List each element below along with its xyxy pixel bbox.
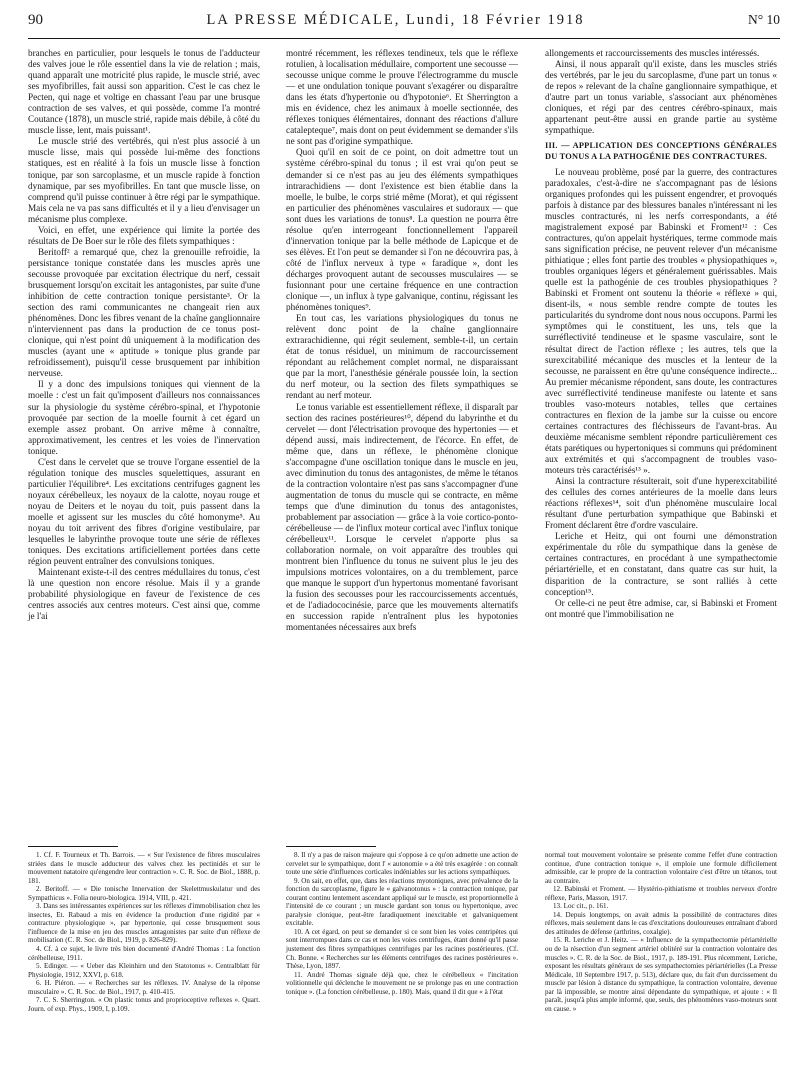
- footnotes-column-1: [28, 851, 260, 1013]
- footnote-rule: [28, 846, 118, 847]
- footnote: 5. Edinger. — « Ueber das Kleinhirn und den Statotonus ». Centralblatt für Physiologie, 1912, XXVI, p. 618.: [28, 962, 260, 979]
- footnote: 8. Il n'y a pas de raison majeure qui s'oppose à ce qu'on admette une action de cervelet sur le sympathique, dont l' « autonomie » a été très exagérée : on connaît toute une série d'influences corticales indéniables sur les actions sympathiques.: [286, 851, 518, 877]
- footnote: 9. On sait, en effet, que, dans les réactions myotoniques, avec prévalence de la fonction du sarcoplasme, figure le « galvanotonus » : la contraction tonique, par courant continu lentement ascendant appliqué sur le muscle, est proportionnelle à l'intensité de ce courant ; un muscle gardant son tonus ou hypertonique, avec paralysie clonique, peut-être faradiquement inexcitable et galvaniquement excitable.: [286, 876, 518, 928]
- footnote: 6. H. Piéron. — « Recherches sur les réflexes. IV. Analyse de la réponse musculaire ». C. R. Soc. de Biol., 1917, p. 410-415.: [28, 979, 260, 996]
- paragraph: En tout cas, les variations physiologiques du tonus ne relèvent donc point de la chaîne ganglionnaire extrarachidienne, qui régit seulement, semble-t-il, un certain état de tonus résiduel, un minimum de raccourcissement répondant au relâchement complet normal, ne disparaissant que par la mort, l'anesthésie générale poussée loin, la section du nerf moteur, ou la section des filets sympathiques se rendant au nerf moteur.: [286, 313, 518, 401]
- paragraph: Or celle-ci ne peut être admise, car, si Babinski et Froment ont montré que l'immobilisation ne: [545, 597, 777, 619]
- paragraph: Voici, en effet, une expérience qui limite la portée des résultats de De Boer sur le rôle des filets sympathiques :: [28, 224, 260, 246]
- footnote: normal tout mouvement volontaire se présente comme l'effet d'une contraction continue, d'une contraction tonique », il emploie une formule difficilement admissible, car le propre de la contraction volontaire c'est d'être un tétanos, tout au contraire.: [545, 851, 777, 885]
- page-header: [28, 12, 780, 39]
- paragraph: Leriche et Heitz, qui ont fourni une démonstration expérimentale du rôle du sympathique dans la genèse de certaines contractures, en procédant à une sympathectomie périartérielle, et en constatant, dans quatre cas sur huit, la disparition de la contracture, se sont ralliés à cette conception¹⁵.: [545, 531, 777, 597]
- page-number: 90: [28, 12, 43, 28]
- paragraph: branches en particulier, pour lesquels le tonus de l'adducteur des valves joue le rôle essentiel dans la vie de relation ; mais, quand apparaît une motricité plus rapide, le muscle strié, avec ses myofibrilles, fait aussi son apparition. C'est le cas chez le Pecten, qui nage et voltige en chassant l'eau par une brusque contraction de ses valves, et qui possède, comme l'a montré Coutance (1878), un muscle strié, rapide mais débile, à côté du muscle lisse, lent, mais puissant¹.: [28, 48, 260, 136]
- issue-number: N° 10: [747, 12, 780, 27]
- journal-title: LA PRESSE MÉDICALE, Lundi, 18 Février 1918: [206, 12, 585, 28]
- footnote: 2. Beritoff. — « Die tonische Innervation der Skelettmuskulatur und des Sympathicus ». Folia neuro-biologica. 1914, VIII, p. 421.: [28, 885, 260, 902]
- footnote: 12. Babinski et Froment. — Hystério-pithiatisme et troubles nerveux d'ordre réflexe, Paris, Masson, 1917.: [545, 885, 777, 902]
- paragraph: Il y a donc des impulsions toniques qui viennent de la moelle : c'est un fait qu'imposent d'ailleurs nos connaissances sur la physiologie du système cérébro-spinal, et l'hypotonie provoquée par section de la moelle fournit à cet égard un exemple assez probant. On arrive même à connaître, approximativement, les centres et les voies de l'innervation tonique.: [28, 379, 260, 456]
- text-column-1: [28, 48, 260, 838]
- paragraph: Quoi qu'il en soit de ce point, on doit admettre tout un système cérébro-spinal du tonus ; il est vrai qu'on peut se demander si ce n'est pas au jeu des éléments sympathiques intrarachidiens — dont l'existence est bien établie dans la moelle, le bulbe, le corps strié même (Morat), et qui régissent en particulier des phénomènes vasculaires et sudoraux — que sont dues les variations de tonus⁸. La question ne pourra être résolue qu'en interrogeant fonctionnellement l'appareil d'innervation tonique par la belle méthode de Lapicque et de ses élèves. Et l'on peut se demander si l'on ne découvrira pas, à côté de l'influx nerveux à type « faradique », dont les décharges provoquent autant de secousses musculaires — se fusionnant pour une certaine fréquence en une contraction clonique —, un influx à type galvanique, continu, régissant les phénomènes toniques⁹.: [286, 147, 518, 313]
- footnotes-column-3: [545, 851, 777, 1013]
- text-column-2: [286, 48, 518, 838]
- footnote: 10. A cet égard, on peut se demander si ce sont bien les voies centripètes qui sont interrompues dans ce cas et non les voies centrifuges, étant donné qu'il passe justement des fibres sympathiques centrifuges par les racines postérieures. (Cf. Ch. Bonne. « Recherches sur les éléments centrifuges des racines postérieures ». Thèse, Lyon, 1897.: [286, 927, 518, 971]
- footnote: 15. R. Leriche et J. Heitz. — « Influence de la sympathectomie périartérielle ou de la résection d'un segment artériel oblitéré sur la contraction volontaire des muscles ». C. R. de la Soc. de Biol., 1917, p. 189-191. Plus récemment, Leriche, exposant les résultats généraux de ses sympathectomies périartérielles (La Presse Médicale, 10 Septembre 1917, p. 513), déclare que, du fait d'un durcissement du muscle par lésion à distance du sympathique, la contraction volontaire, devenue par là impossible, se montre ainsi dépendante du sympathique, et ajoute : « Il paraît, jusqu'à plus ample informé, que, seuls, des phénomènes vaso-moteurs sont en cause. »: [545, 936, 777, 1013]
- paragraph: Le muscle strié des vertébrés, qui n'est plus associé à un muscle lisse, mais qui possède lui-même des fonctions statiques, est en réalité à la fois un muscle lisse à fonction tonique, par son sarcoplasme, et un muscle rapide à fonction dynamique, par ses myofibrilles. En tant que muscle lisse, on comprend qu'il puisse continuer à être régi par le sympathique. Mais cela ne va pas sans difficultés et il y a lieu d'envisager un mécanisme plus complexe.: [28, 136, 260, 224]
- paragraph: Le tonus variable est essentiellement réflexe, il disparaît par section des racines postérieures¹⁰, dépend du labyrinthe et du cervelet — dont l'électrisation provoque des hypertonies — et dépend aussi, mais indirectement, de l'écorce. En effet, de même que, dans un réflexe, le phénomène clonique s'accompagne d'une oscillation tonique dans le muscle en jeu, avec diminution du tonus des antagonistes, de même le tétanos de la contraction volontaire n'est pas sans s'accompagner d'une augmentation de tonus du muscle qui se contracte, en même temps que d'une diminution du tonus des antagonistes, probablement par association — grâce à la voie cortico-ponto-cérébelleuse — de l'influx moteur cortical avec l'influx tonique cérébelleux¹¹. Lorsque le cervelet n'apporte plus sa collaboration normale, on voit apparaître des troubles qui montrent bien l'influence du tonus ne suivent plus le jeu des impulsions motrices volontaires, on a du tremblement, parce que manque le support d'un hypertonus momentané favorisant la fusion des secousses pour les raccourcissements accentués, et de l'adiadococinésie, parce que les mouvements alternatifs en succession rapide n'entraînent plus les hypotonies momentanées nécessaires aux brefs: [286, 401, 518, 633]
- paragraph: Beritoff² a remarqué que, chez la grenouille refroidie, la persistance tonique constatée dans les muscles après une secousse provoquée par excitation électrique du nerf, cessait brusquement lorsqu'on excitait les antagonistes, par suite d'une inhibition de cette contraction tonique persistante³. Or la section des rami communicantes ne changeait rien aux phénomènes. Donc les fibres venant de la chaîne ganglionnaire n'interviennent pas dans la production de ce tonus post-clonique, qui n'est point dû uniquement à la modification des muscles (ayant une « aptitude » tonique plus grande par refroidissement), puisqu'il cesse brusquement par inhibition nerveuse.: [28, 246, 260, 379]
- paragraph: Le nouveau problème, posé par la guerre, des contractures paradoxales, c'est-à-dire ne s'accompagnant pas de lésions organiques profondes qui les puissent engendrer, et provoqués parfois à distance par des blessures banales n'intéressant ni les muscles contracturés, ni les nerfs correspondants, a été magistralement exposé par Babinski et Froment¹² : Ces contractures, qu'on appelait hystériques, terme commode mais sans signification précise, ne peuvent relever d'un mécanisme pithiatique ; elles font partie des troubles « physiopathiques », troubles organiques légers et généralement guérissables. Mais quelle est la pathogénie de ces troubles physiopathiques ? Babinski et Froment ont soutenu la théorie « réflexe » qui, disent-ils, « nous semble rendre compte de toutes les particularités du syndrome dont nous nous occupons. Parmi les symptômes qui le constituent, les uns, tels que la surréflectivité tendineuse et le spasme vasculaire, sont le résultat direct de l'action réflexe ; les autres, tels que la surexcitabilité mécanique des muscles et la lenteur de la secousse, ne paraissent en être qu'une conséquence indirecte... Au premier mécanisme répondent, sans doute, les contractures avec surréflectivité tendineuse manifeste ou latente et sans troubles vaso-moteurs notables, telles que certaines contractures en flexion de la jambe sur la cuisse ou encore certaines contractures des fléchisseurs de l'avant-bras. Au deuxième mécanisme semblent répondre particulièrement ces états parétiques ou hypertoniques si communs qui prédominent aux extrémités et qui s'accompagnent de troubles vaso-moteurs très caractérisés¹³ ».: [545, 166, 777, 476]
- section-heading: III. — APPLICATION DES CONCEPTIONS GÉNÉRALES DU TONUS A LA PATHOGÉNIE DES CONTRACTURES.: [545, 141, 777, 161]
- footnote: 14. Depuis longtemps, on avait admis la possibilité de contractures dites réflexes, mais seulement dans le cas d'excitations douloureuses entraînant d'abord des attitudes de défense (arthrites, coxalgie).: [545, 910, 777, 936]
- footnote: 7. C. S. Sherrington. « On plastic tonus and proprioceptive reflexes ». Quart. Journ. of exp. Phys., 1909, I, p.109.: [28, 996, 260, 1013]
- paragraph: montré récemment, les réflexes tendineux, tels que le réflexe rotulien, à localisation médullaire, comportent une secousse — secousse unique comme le prouve l'électrogramme du muscle — et une ondulation tonique pouvant s'exagérer ou disparaître dans les états d'hypertonie ou d'hypotonie⁶. Et Sherrington a mis en évidence, chez les animaux à moelle sectionnée, des réflexes toniques élémentaires, donnant des réactions d'allure catalepteque⁷, mais dont on peut évidemment se demander s'ils ne sont pas d'origine sympathique.: [286, 48, 518, 147]
- footnote-rule: [286, 846, 376, 847]
- footnotes-column-2: [286, 851, 518, 996]
- paragraph: Maintenant existe-t-il des centres médullaires du tonus, c'est là une question non encore résolue. Mais il y a grande probabilité physiologique en faveur de l'existence de ces centres associés aux centres moteurs. C'est ainsi que, comme je l'ai: [28, 567, 260, 622]
- footnote: 13. Loc cit., p. 161.: [553, 902, 609, 911]
- paragraph: C'est dans le cervelet que se trouve l'organe essentiel de la régulation tonique des muscles squelettiques, assurant en particulier l'équilibre⁴. Les excitations centrifuges gagnent les noyaux cérébelleux, les noyaux de la calotte, noyau rouge et noyau de Deiters et le noyau du toit, puis passent dans la moelle et agissent sur les muscles du côté homonyme⁵. Au noyau du toit arrivent des fibres d'origine vestibulaire, par lesquelles le labyrinthe provoque toute une série de réflexes toniques. Des excitations artificiellement portées dans cette région peuvent entraîner des convulsions toniques.: [28, 456, 260, 567]
- paragraph: allongements et raccourcissements des muscles intéressés.: [545, 48, 760, 58]
- footnote: 11. André Thomas signale déjà que, chez le cérébelleux « l'incitation volitionnelle qui déclenche le mouvement ne se prolonge pas en une contraction tonique ». (La fonction cérébelleuse, p. 180). Mais, quand il dit que « à l'état: [286, 970, 518, 996]
- footnote: 1. Cf. F. Tourneux et Th. Barrois. — « Sur l'existence de fibres musculaires striées dans le muscle adducteur des valves chez les pectinidés et sur le mouvement natatoire qu'engendre leur contraction ». C. R. Soc. de Biol., 1888, p. 181.: [28, 851, 260, 885]
- footnote: 4. Cf. à ce sujet, le livre très bien documenté d'André Thomas : La fonction cérébelleuse, 1911.: [28, 945, 260, 962]
- paragraph: Ainsi, il nous apparaît qu'il existe, dans les muscles striés des vertébrés, par le jeu du sarcoplasme, d'une part un tonus « de repos » relevant de la chaîne ganglionnaire sympathique, et d'autre part un tonus variable, s'associant aux phénomènes cloniques, et régi par des centres cérébro-spinaux, mais appartenant peut-être aussi en grande partie au système sympathique.: [545, 59, 777, 136]
- footnote: 3. Dans ses intéressantes expériences sur les réflexes d'immobilisation chez les insectes, Et. Rabaud a mis en évidence la production d'une rigidité par « contracture physiologique », par hypertonie, qui cesse brusquement sous l'influence de la mise en jeu des muscles antagonistes par suite d'un réflexe de mobilisation (C. R. Soc. de Biol., 1919, p. 826-829).: [28, 902, 260, 945]
- text-column-3: [545, 48, 777, 838]
- paragraph: Ainsi la contracture résulterait, soit d'une hyperexcitabilité des cellules des cornes antérieures de la moelle dans leurs réactions réflexes¹⁴, soit d'un phénomène musculaire local résultant d'une perturbation sympathique que Babinski et Froment déclarent être d'ordre vasculaire.: [545, 476, 777, 531]
